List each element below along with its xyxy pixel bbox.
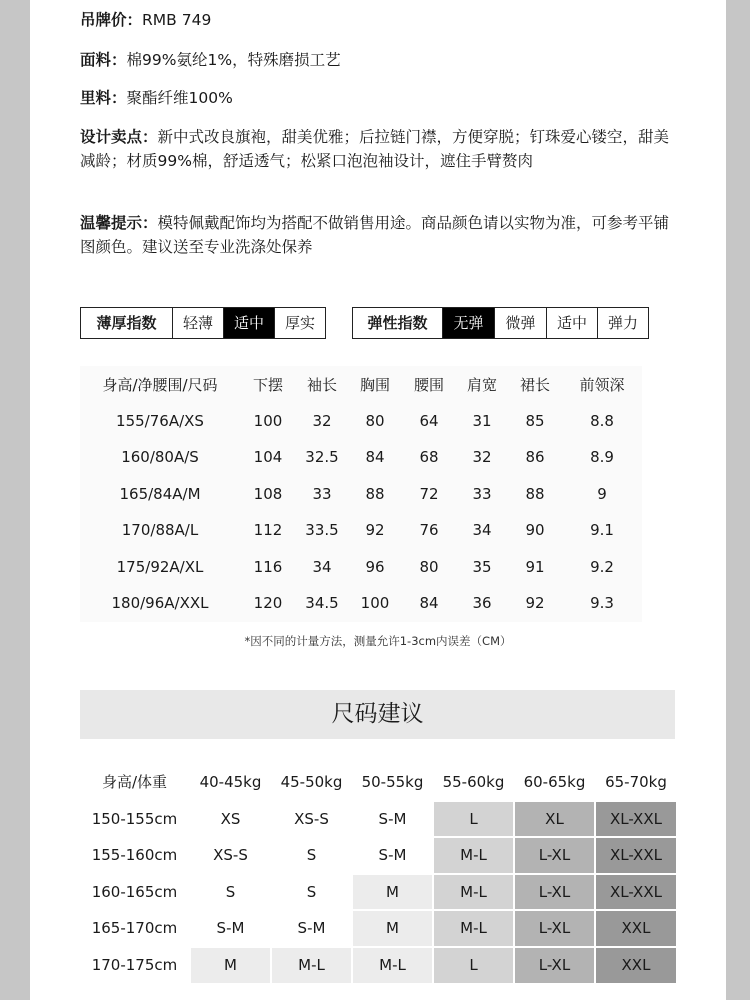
elasticity-option: 适中 — [546, 308, 597, 338]
size-chart-cell: 85 — [525, 411, 545, 430]
recommendation-header: 45-50kg — [271, 764, 352, 801]
table-row — [80, 910, 676, 947]
size-chart-cell: 96 — [365, 557, 385, 576]
size-chart-cell: 64 — [419, 411, 439, 430]
size-recommendation-title: 尺码建议 — [80, 690, 675, 739]
size-chart-cell: 68 — [419, 448, 439, 467]
recommended-size-cell: L-XL — [514, 947, 595, 984]
size-chart-cell: 92 — [525, 594, 545, 613]
recommended-size-cell: S-M — [352, 801, 433, 838]
size-chart-cell: 9 — [597, 484, 607, 503]
size-chart-cell: 31 — [472, 411, 492, 430]
product-detail-page — [30, 0, 726, 1000]
warm-tip-line: 温馨提示：模特佩戴配饰均为搭配不做销售用途。商品颜色请以实物为准，可参考平铺图颜色。建议送至专业洗涤处保养 — [80, 214, 670, 256]
size-chart-cell: 8.9 — [590, 448, 614, 467]
size-chart-header: 身高/净腰围/尺码 — [102, 375, 218, 394]
size-chart-header: 前领深 — [579, 375, 625, 394]
size-chart-cell: 32 — [312, 411, 332, 430]
size-chart-cell: 9.3 — [590, 594, 614, 613]
table-row — [80, 801, 676, 838]
recommended-size-cell: L — [433, 947, 514, 984]
size-chart-header: 裙长 — [519, 375, 550, 394]
recommended-size-cell: M-L — [433, 874, 514, 911]
recommendation-header-row — [80, 764, 676, 801]
size-chart-table — [80, 366, 642, 622]
recommended-size-cell: M-L — [433, 837, 514, 874]
size-chart-cell: 9.2 — [590, 557, 614, 576]
recommendation-header: 50-55kg — [352, 764, 433, 801]
recommended-size-cell: M — [190, 947, 271, 984]
table-row — [80, 403, 642, 440]
size-chart-cell: 32.5 — [305, 448, 339, 467]
recommended-size-cell: XS — [190, 801, 271, 838]
size-chart-cell: 33 — [312, 484, 332, 503]
recommended-size-cell: S — [271, 837, 352, 874]
recommended-size-cell: XS-S — [271, 801, 352, 838]
thickness-index — [80, 307, 326, 339]
design-points-line: 设计卖点：新中式改良旗袍，甜美优雅；后拉链门襟，方便穿脱；钉珠爱心镂空，甜美减龄；材质99%棉，舒适透气；松紧口泡泡袖设计，遮住手臂赘肉 — [80, 128, 670, 170]
size-chart-cell: 9.1 — [590, 521, 614, 540]
lining-label: 里料 — [80, 89, 112, 107]
recommended-size-cell: XXL — [595, 947, 676, 984]
size-chart-header: 腰围 — [413, 375, 444, 394]
size-chart-header-row — [80, 366, 642, 403]
recommended-size-cell: L — [433, 801, 514, 838]
size-chart-cell: 80 — [365, 411, 385, 430]
height-range-label: 150-155cm — [80, 801, 190, 838]
design-points-label: 设计卖点 — [80, 128, 143, 146]
table-row — [80, 947, 676, 984]
size-chart-cell: 175/92A/XL — [116, 557, 204, 576]
recommended-size-cell: M-L — [271, 947, 352, 984]
size-chart-header: 肩宽 — [466, 375, 497, 394]
table-row — [80, 439, 642, 476]
recommended-size-cell: S — [190, 874, 271, 911]
recommended-size-cell: S-M — [352, 837, 433, 874]
recommended-size-cell: M-L — [433, 910, 514, 947]
height-range-label: 170-175cm — [80, 947, 190, 984]
size-chart-cell: 34 — [312, 557, 332, 576]
elasticity-option: 弹力 — [597, 308, 648, 338]
size-chart-cell: 36 — [472, 594, 492, 613]
thickness-index-label: 薄厚指数 — [96, 314, 157, 332]
recommended-size-cell: S — [271, 874, 352, 911]
tag-price-label: 吊牌价 — [80, 11, 127, 29]
size-chart-cell: 88 — [365, 484, 385, 503]
size-chart-cell: 100 — [360, 594, 390, 613]
recommendation-header: 55-60kg — [433, 764, 514, 801]
recommended-size-cell: S-M — [271, 910, 352, 947]
fabric-line: 面料：棉99%氨纶1%，特殊磨损工艺 — [80, 51, 341, 69]
design-points-value: 新中式改良旗袍，甜美优雅；后拉链门襟，方便穿脱；钉珠爱心镂空，甜美减龄；材质99%棉，舒适透气；松紧口泡泡袖设计，遮住手臂赘肉 — [80, 128, 670, 170]
recommended-size-cell: L-XL — [514, 910, 595, 947]
table-row — [80, 585, 642, 622]
size-chart-cell: 35 — [472, 557, 492, 576]
table-row — [80, 549, 642, 586]
lining-line: 里料：聚酯纤维100% — [80, 89, 233, 107]
thickness-option: 厚实 — [274, 308, 325, 338]
recommendation-header: 身高/体重 — [80, 764, 190, 801]
recommended-size-cell: XL-XXL — [595, 801, 676, 838]
size-chart-header: 下摆 — [252, 375, 283, 394]
size-chart-cell: 76 — [419, 521, 439, 540]
thickness-option: 适中 — [223, 308, 274, 338]
table-row — [80, 476, 642, 513]
recommendation-header: 40-45kg — [190, 764, 271, 801]
recommendation-header: 60-65kg — [514, 764, 595, 801]
recommended-size-cell: XL-XXL — [595, 837, 676, 874]
fabric-value: 棉99%氨纶1%，特殊磨损工艺 — [126, 51, 341, 69]
size-chart-cell: 108 — [253, 484, 283, 503]
size-chart-cell: 72 — [419, 484, 439, 503]
table-row — [80, 874, 676, 911]
size-chart-cell: 80 — [419, 557, 439, 576]
size-chart-header: 胸围 — [359, 375, 390, 394]
recommended-size-cell: S-M — [190, 910, 271, 947]
recommendation-header: 65-70kg — [595, 764, 676, 801]
height-range-label: 155-160cm — [80, 837, 190, 874]
recommended-size-cell: L-XL — [514, 874, 595, 911]
size-chart-header: 袖长 — [306, 375, 337, 394]
size-chart-cell: 84 — [419, 594, 439, 613]
size-chart-cell: 155/76A/XS — [116, 411, 204, 430]
size-chart-cell: 116 — [253, 557, 283, 576]
lining-value: 聚酯纤维100% — [126, 89, 233, 107]
elasticity-index — [352, 307, 649, 339]
size-chart-cell: 160/80A/S — [121, 448, 199, 467]
size-chart-cell: 180/96A/XXL — [111, 594, 209, 613]
size-chart-cell: 91 — [525, 557, 545, 576]
size-chart-cell: 88 — [525, 484, 545, 503]
size-chart-cell: 170/88A/L — [121, 521, 199, 540]
recommended-size-cell: XS-S — [190, 837, 271, 874]
thickness-option: 轻薄 — [172, 308, 223, 338]
fabric-label: 面料 — [80, 51, 112, 69]
size-chart-cell: 165/84A/M — [119, 484, 201, 503]
table-row — [80, 837, 676, 874]
size-chart-cell: 112 — [253, 521, 283, 540]
size-chart-cell: 120 — [253, 594, 283, 613]
warm-tip-label: 温馨提示 — [80, 214, 143, 232]
size-chart-cell: 84 — [365, 448, 385, 467]
size-chart-cell: 104 — [253, 448, 283, 467]
table-row — [80, 512, 642, 549]
size-chart-cell: 8.8 — [590, 411, 614, 430]
warm-tip-value: 模特佩戴配饰均为搭配不做销售用途。商品颜色请以实物为准，可参考平铺图颜色。建议送至专业洗涤处保养 — [80, 214, 670, 256]
recommended-size-cell: M-L — [352, 947, 433, 984]
recommended-size-cell: M — [352, 874, 433, 911]
recommended-size-cell: XXL — [595, 910, 676, 947]
height-range-label: 160-165cm — [80, 874, 190, 911]
size-chart-cell: 34.5 — [305, 594, 339, 613]
measurement-note: *因不同的计量方法，测量允许1-3cm内误差（CM） — [244, 634, 512, 648]
recommended-size-cell: L-XL — [514, 837, 595, 874]
size-chart-cell: 90 — [525, 521, 545, 540]
elasticity-option: 微弹 — [494, 308, 546, 338]
size-chart-cell: 33 — [472, 484, 492, 503]
size-chart-cell: 92 — [365, 521, 385, 540]
size-chart-cell: 32 — [472, 448, 492, 467]
tag-price-line: 吊牌价：RMB 749 — [80, 11, 212, 29]
recommended-size-cell: XL-XXL — [595, 874, 676, 911]
recommended-size-cell: XL — [514, 801, 595, 838]
tag-price-value: RMB 749 — [142, 11, 212, 29]
size-chart-cell: 33.5 — [305, 521, 339, 540]
size-chart-cell: 100 — [253, 411, 283, 430]
elasticity-option: 无弹 — [442, 308, 494, 338]
size-recommendation-table — [80, 764, 676, 983]
size-chart-cell: 34 — [472, 521, 492, 540]
size-chart-cell: 86 — [525, 448, 545, 467]
elasticity-index-label: 弹性指数 — [367, 314, 428, 332]
height-range-label: 165-170cm — [80, 910, 190, 947]
recommended-size-cell: M — [352, 910, 433, 947]
